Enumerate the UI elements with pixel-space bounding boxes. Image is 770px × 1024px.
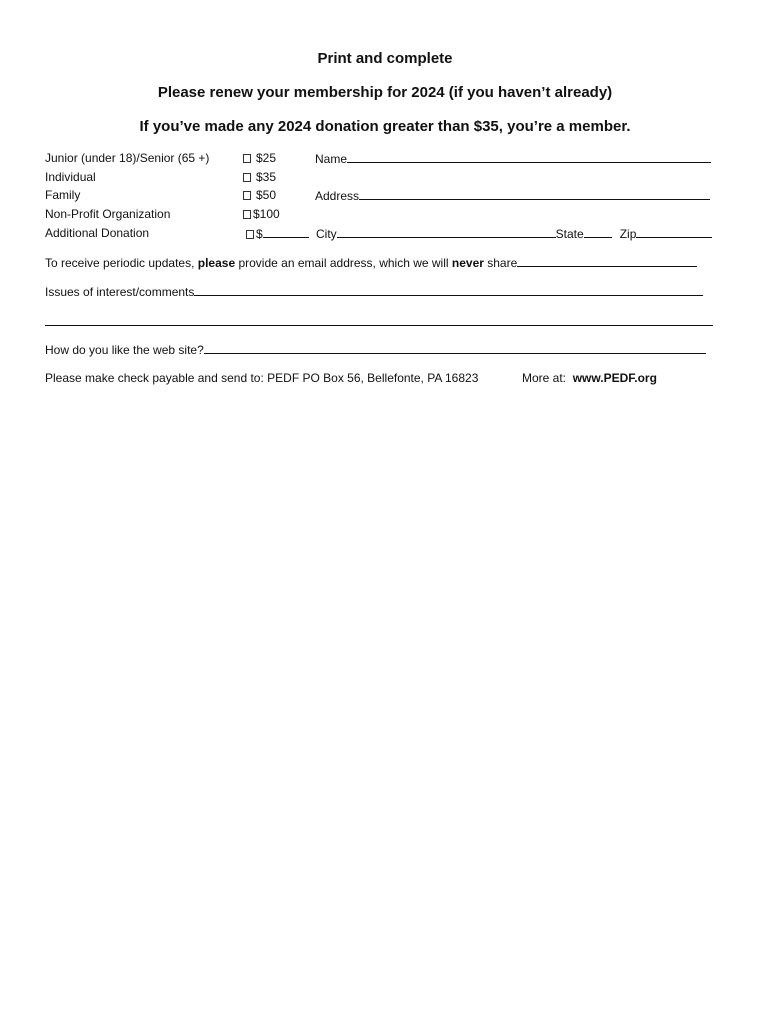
email-text-please: please	[197, 256, 236, 270]
checkbox-icon[interactable]	[243, 173, 251, 182]
city-label: City	[316, 227, 337, 241]
email-text-never: never	[451, 256, 484, 270]
comments-row	[45, 284, 703, 299]
address-row	[315, 188, 710, 203]
name-label: Name	[315, 152, 348, 166]
amount-100: $100	[253, 207, 280, 221]
additional-amount-field[interactable]	[263, 226, 309, 238]
amount-additional: $	[256, 227, 263, 241]
print-complete-heading: Print and complete	[317, 50, 453, 67]
membership-option-50[interactable]	[243, 188, 276, 202]
comments-label: Issues of interest/comments	[45, 285, 195, 299]
membership-label-nonprofit: Non-Profit Organization	[45, 207, 171, 221]
more-label: More at:	[522, 371, 567, 385]
email-text-post: share	[483, 256, 518, 270]
checkbox-icon[interactable]	[246, 230, 254, 239]
amount-50: $50	[256, 188, 277, 202]
renew-heading: Please renew your membership for 2024 (if you haven’t already)	[157, 84, 613, 101]
website-row	[45, 342, 706, 357]
membership-label-junior-senior: Junior (under 18)/Senior (65 +)	[45, 151, 210, 165]
email-text-pre: To receive periodic updates,	[45, 256, 198, 270]
email-field[interactable]	[517, 255, 697, 267]
membership-option-35[interactable]	[243, 170, 276, 184]
state-label: State	[555, 227, 584, 241]
name-row	[315, 151, 711, 166]
address-label: Address	[315, 189, 360, 203]
city-field[interactable]	[337, 226, 556, 238]
amount-35: $35	[256, 170, 277, 184]
checkbox-icon[interactable]	[243, 210, 251, 219]
comments-field[interactable]	[194, 284, 703, 296]
membership-option-100[interactable]	[243, 207, 280, 221]
zip-field[interactable]	[636, 226, 712, 238]
address-field[interactable]	[359, 188, 710, 200]
membership-option-25[interactable]	[243, 151, 276, 165]
website-label: How do you like the web site?	[45, 343, 204, 357]
comments-row-2	[45, 314, 713, 329]
more-info-row	[522, 371, 657, 385]
zip-label: Zip	[619, 227, 637, 241]
email-text-mid: provide an email address, which we will	[235, 256, 452, 270]
state-field[interactable]	[584, 226, 612, 238]
membership-label-family: Family	[45, 188, 81, 202]
checkbox-icon[interactable]	[243, 154, 251, 163]
website-link[interactable]: www.PEDF.org	[572, 371, 657, 385]
membership-option-additional[interactable]	[246, 226, 309, 241]
comments-field-line-2[interactable]	[45, 314, 713, 326]
checkbox-icon[interactable]	[243, 191, 251, 200]
payable-text: Please make check payable and send to: PEDF PO Box 56, Bellefonte, PA 16823	[45, 371, 479, 385]
city-state-zip-row	[316, 226, 712, 241]
website-field[interactable]	[204, 342, 706, 354]
email-row	[45, 255, 697, 270]
name-field[interactable]	[347, 151, 711, 163]
membership-label-additional: Additional Donation	[45, 226, 150, 240]
amount-25: $25	[256, 151, 277, 165]
membership-label-individual: Individual	[45, 170, 96, 184]
member-note-heading: If you’ve made any 2024 donation greater than $35, you’re a member.	[139, 118, 631, 135]
